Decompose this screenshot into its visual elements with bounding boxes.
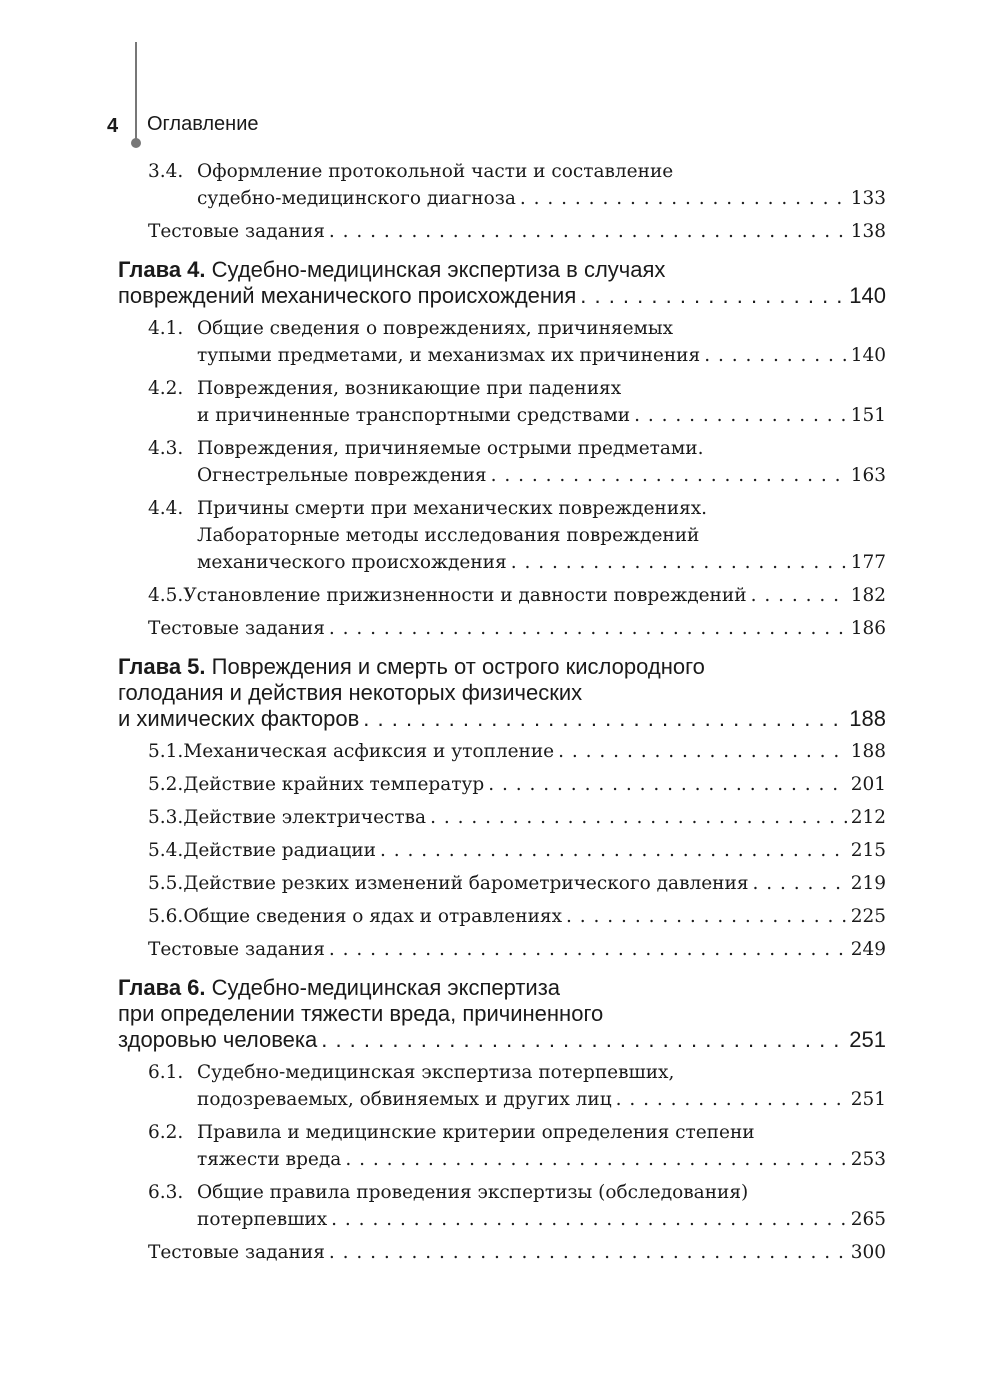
- section-number: 4.2.: [148, 378, 184, 399]
- toc-entry-tests: [118, 218, 886, 245]
- toc-entry-title: Действие электричества: [183, 807, 427, 828]
- section-title-line: [148, 1059, 886, 1086]
- toc-leader-line: [148, 462, 886, 489]
- toc-entry-title: подозреваемых, обвиняемых и других лиц: [197, 1089, 612, 1110]
- dot-leader: [329, 218, 847, 245]
- dot-leader: [488, 771, 846, 798]
- toc-entry-title: Тестовые задания: [148, 221, 325, 242]
- toc-entry-title: и причиненные транспортными средствами: [197, 405, 631, 426]
- toc-leader-line: [148, 837, 886, 864]
- section-number: 5.2.: [148, 774, 184, 795]
- section-title-text: Судебно-медицинская экспертиза потерпевших,: [197, 1062, 675, 1083]
- section-title-text: Общие сведения о повреждениях, причиняемых: [197, 318, 674, 339]
- dot-leader: [751, 582, 847, 609]
- toc-entry-chapter: [118, 975, 886, 1053]
- toc-entry-title: Тестовые задания: [148, 618, 325, 639]
- toc-entry-tests: [118, 1239, 886, 1266]
- section-number: 5.5.: [148, 873, 184, 894]
- chapter-title-text: Судебно-медицинская экспертиза в случаях: [211, 257, 666, 282]
- toc-leader-line: [148, 549, 886, 576]
- dot-leader: [331, 1206, 847, 1233]
- page-ref: 140: [850, 345, 886, 366]
- toc-entry-section: [118, 158, 886, 212]
- toc-leader-line: [148, 185, 886, 212]
- toc-leader-line: [148, 582, 886, 609]
- chapter-title-line: голодания и действия некоторых физических: [118, 680, 583, 705]
- section-number: 4.3.: [148, 438, 184, 459]
- toc-leader-line: [148, 936, 886, 963]
- section-number: 5.1.: [148, 741, 184, 762]
- page-ref: 163: [850, 465, 886, 486]
- page-ref: 265: [850, 1209, 886, 1230]
- toc-entry-section: [118, 738, 886, 765]
- page-ref: 249: [850, 939, 886, 960]
- running-head: Оглавление: [147, 113, 259, 135]
- page-ref: 225: [850, 906, 886, 927]
- toc-entry-section: [118, 837, 886, 864]
- section-number: 5.6.: [148, 906, 184, 927]
- toc-leader-line: [148, 1206, 886, 1233]
- page-ref: 212: [850, 807, 886, 828]
- toc-leader-line: [148, 1146, 886, 1173]
- section-number: 3.4.: [148, 161, 184, 182]
- chapter-title-text: Судебно-медицинская экспертиза: [211, 975, 561, 1000]
- toc-entry-section: [118, 1059, 886, 1113]
- dot-leader: [345, 1146, 846, 1173]
- toc-entry-title: и химических факторов: [118, 706, 360, 731]
- toc-leader-line: [148, 903, 886, 930]
- dot-leader: [753, 870, 847, 897]
- dot-leader: [616, 1086, 847, 1113]
- toc-entry-section: [118, 315, 886, 369]
- toc-leader-line: [148, 1086, 886, 1113]
- toc-entry-tests: [118, 936, 886, 963]
- dot-leader: [520, 185, 847, 212]
- dot-leader: [634, 402, 847, 429]
- toc-entry-title: повреждений механического происхождения: [118, 283, 577, 308]
- section-title-line: [148, 158, 886, 185]
- toc-entry-title: потерпевших: [197, 1209, 328, 1230]
- toc-entry-tests: [118, 615, 886, 642]
- section-title-line: [148, 315, 886, 342]
- toc-leader-line: [148, 870, 886, 897]
- dot-leader: [558, 738, 847, 765]
- dot-leader: [566, 903, 847, 930]
- toc-entry-title: Действие радиации: [183, 840, 376, 861]
- toc-entry-title: Тестовые задания: [148, 1242, 325, 1263]
- page-ref: 251: [849, 1027, 886, 1052]
- section-title-text: Общие правила проведения экспертизы (обследования): [197, 1182, 749, 1203]
- dot-leader: [430, 804, 847, 831]
- dot-leader: [321, 1027, 845, 1053]
- chapter-label: Глава 6.: [118, 975, 206, 1000]
- toc-leader-line: [148, 738, 886, 765]
- toc-entry-section: [118, 804, 886, 831]
- page-ref: 133: [850, 188, 886, 209]
- section-number: 6.3.: [148, 1182, 184, 1203]
- section-number: 6.2.: [148, 1122, 184, 1143]
- page-ref: 140: [849, 283, 886, 308]
- page-ref: 186: [850, 618, 886, 639]
- toc-entry-title: Установление прижизненности и давности повреждений: [183, 585, 747, 606]
- page-number: 4: [107, 115, 119, 137]
- dot-leader: [329, 615, 847, 642]
- section-title-line: [148, 1119, 886, 1146]
- toc-entry-title: Действие резких изменений барометрического давления: [183, 873, 749, 894]
- toc-entry-section: [118, 375, 886, 429]
- toc-entry-section: [118, 870, 886, 897]
- toc-entry-title: Огнестрельные повреждения: [197, 465, 487, 486]
- dot-leader: [704, 342, 847, 369]
- toc-entry-title: Механическая асфиксия и утопление: [183, 741, 555, 762]
- header-rule-dot: [131, 138, 141, 148]
- section-title-line: [148, 495, 886, 522]
- page-ref: 188: [850, 741, 886, 762]
- toc-entry-title: Тестовые задания: [148, 939, 325, 960]
- toc-entry-section: [118, 582, 886, 609]
- section-number: 6.1.: [148, 1062, 184, 1083]
- toc-entry-title: тупыми предметами, и механизмах их причинения: [197, 345, 701, 366]
- section-number: 5.4.: [148, 840, 184, 861]
- page-ref: 215: [850, 840, 886, 861]
- toc-leader-line: [148, 615, 886, 642]
- toc-entry-title: судебно-медицинского диагноза: [197, 188, 516, 209]
- chapter-title-line: [118, 257, 886, 283]
- chapter-title-line: [118, 654, 886, 680]
- section-title-line: [148, 1179, 886, 1206]
- toc-entry-section: [118, 435, 886, 489]
- dot-leader: [511, 549, 847, 576]
- toc-leader-line: [148, 804, 886, 831]
- page-ref: 177: [850, 552, 886, 573]
- section-title-text: Причины смерти при механических повреждениях.: [197, 498, 708, 519]
- dot-leader: [329, 1239, 847, 1266]
- toc-leader-line: [148, 1239, 886, 1266]
- page-ref: 219: [850, 873, 886, 894]
- toc-entry-title: Действие крайних температур: [183, 774, 485, 795]
- chapter-title-text: Повреждения и смерть от острого кислородного: [211, 654, 705, 679]
- chapter-label: Глава 5.: [118, 654, 206, 679]
- toc-entry-section: [118, 495, 886, 576]
- section-number: 4.1.: [148, 318, 184, 339]
- toc-entry-title: Общие сведения о ядах и отравлениях: [183, 906, 563, 927]
- dot-leader: [380, 837, 847, 864]
- table-of-contents: [118, 158, 886, 1266]
- page-ref: 188: [849, 706, 886, 731]
- dot-leader: [491, 462, 847, 489]
- section-number: 4.5.: [148, 585, 184, 606]
- section-title-text: Правила и медицинские критерии определения степени: [197, 1122, 755, 1143]
- toc-entry-title: тяжести вреда: [197, 1149, 342, 1170]
- chapter-title-line: при определении тяжести вреда, причиненного: [118, 1001, 604, 1026]
- page-ref: 300: [850, 1242, 886, 1263]
- section-title-text: Оформление протокольной части и составление: [197, 161, 674, 182]
- page-ref: 182: [850, 585, 886, 606]
- toc-entry-title: механического происхождения: [197, 552, 507, 573]
- toc-leader-line: [118, 706, 886, 732]
- dot-leader: [363, 706, 845, 732]
- toc-entry-chapter: [118, 654, 886, 732]
- page-ref: 251: [850, 1089, 886, 1110]
- toc-entry-title: здоровью человека: [118, 1027, 318, 1052]
- toc-leader-line: [118, 283, 886, 309]
- toc-leader-line: [148, 342, 886, 369]
- section-title-text: Повреждения, причиняемые острыми предметами.: [197, 438, 704, 459]
- dot-leader: [329, 936, 847, 963]
- section-number: 4.4.: [148, 498, 184, 519]
- toc-leader-line: [148, 218, 886, 245]
- section-title-line: [148, 435, 886, 462]
- toc-leader-line: [118, 1027, 886, 1053]
- section-title-line: Лабораторные методы исследования повреждений: [197, 525, 700, 546]
- section-title-text: Повреждения, возникающие при падениях: [197, 378, 622, 399]
- toc-entry-section: [118, 903, 886, 930]
- page-ref: 201: [850, 774, 886, 795]
- page-ref: 253: [850, 1149, 886, 1170]
- toc-entry-chapter: [118, 257, 886, 309]
- section-number: 5.3.: [148, 807, 184, 828]
- section-title-line: [148, 375, 886, 402]
- toc-leader-line: [148, 771, 886, 798]
- chapter-title-line: [118, 975, 886, 1001]
- toc-entry-section: [118, 1119, 886, 1173]
- chapter-label: Глава 4.: [118, 257, 206, 282]
- page-ref: 151: [850, 405, 886, 426]
- dot-leader: [580, 283, 845, 309]
- header-rule: [135, 42, 137, 140]
- toc-entry-section: [118, 1179, 886, 1233]
- toc-leader-line: [148, 402, 886, 429]
- page-ref: 138: [850, 221, 886, 242]
- toc-entry-section: [118, 771, 886, 798]
